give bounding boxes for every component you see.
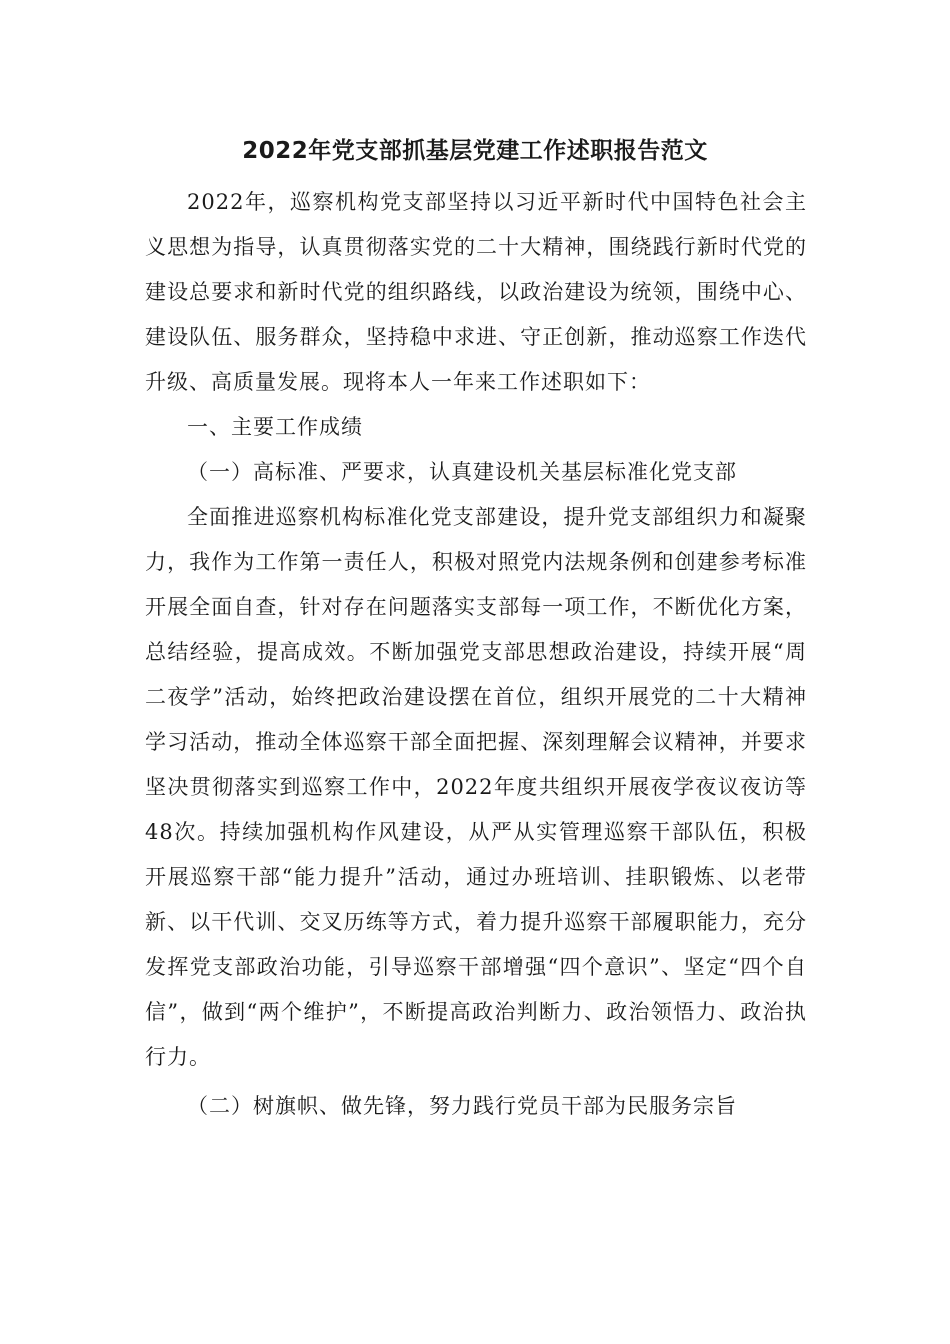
intro-paragraph: 2022年，巡察机构党支部坚持以习近平新时代中国特色社会主义思想为指导，认真贯彻落实党的二十大精神，围绕践行新时代党的建设总要求和新时代党的组织路线，以政治建设为统领，围绕中心、建设队伍、服务群众，坚持稳中求进、守正创新，推动巡察工作迭代升级、高质量发展。现将本人一年来工作述职如下： — [145, 190, 807, 394]
subsection-heading-2: （二）树旗帜、做先锋，努力践行党员干部为民服务宗旨 — [187, 1094, 737, 1118]
document-body — [145, 180, 807, 1129]
body-paragraph-1: 全面推进巡察机构标准化党支部建设，提升党支部组织力和凝聚力，我作为工作第一责任人，积极对照党内法规条例和创建参考标准开展全面自查，针对存在问题落实支部每一项工作，不断优化方案，总结经验，提高成效。不断加强党支部思想政治建设，持续开展“周二夜学”活动，始终把政治建设摆在首位，组织开展党的二十大精神学习活动，推动全体巡察干部全面把握、深刻理解会议精神，并要求坚决贯彻落实到巡察工作中，2022年度共组织开展夜学夜议夜访等48次。持续加强机构作风建设，从严从实管理巡察干部队伍，积极开展巡察干部“能力提升”活动，通过办班培训、挂职锻炼、以老带新、以干代训、交叉历练等方式，着力提升巡察干部履职能力，充分发挥党支部政治功能，引导巡察干部增强“四个意识”、坚定“四个自信”，做到“两个维护”，不断提高政治判断力、政治领悟力、政治执行力。 — [145, 505, 807, 1069]
section-heading-1: 一、主要工作成绩 — [187, 415, 363, 439]
subsection-heading-1: （一）高标准、严要求，认真建设机关基层标准化党支部 — [187, 460, 737, 484]
document-title: 2022年党支部抓基层党建工作述职报告范文 — [242, 138, 708, 164]
